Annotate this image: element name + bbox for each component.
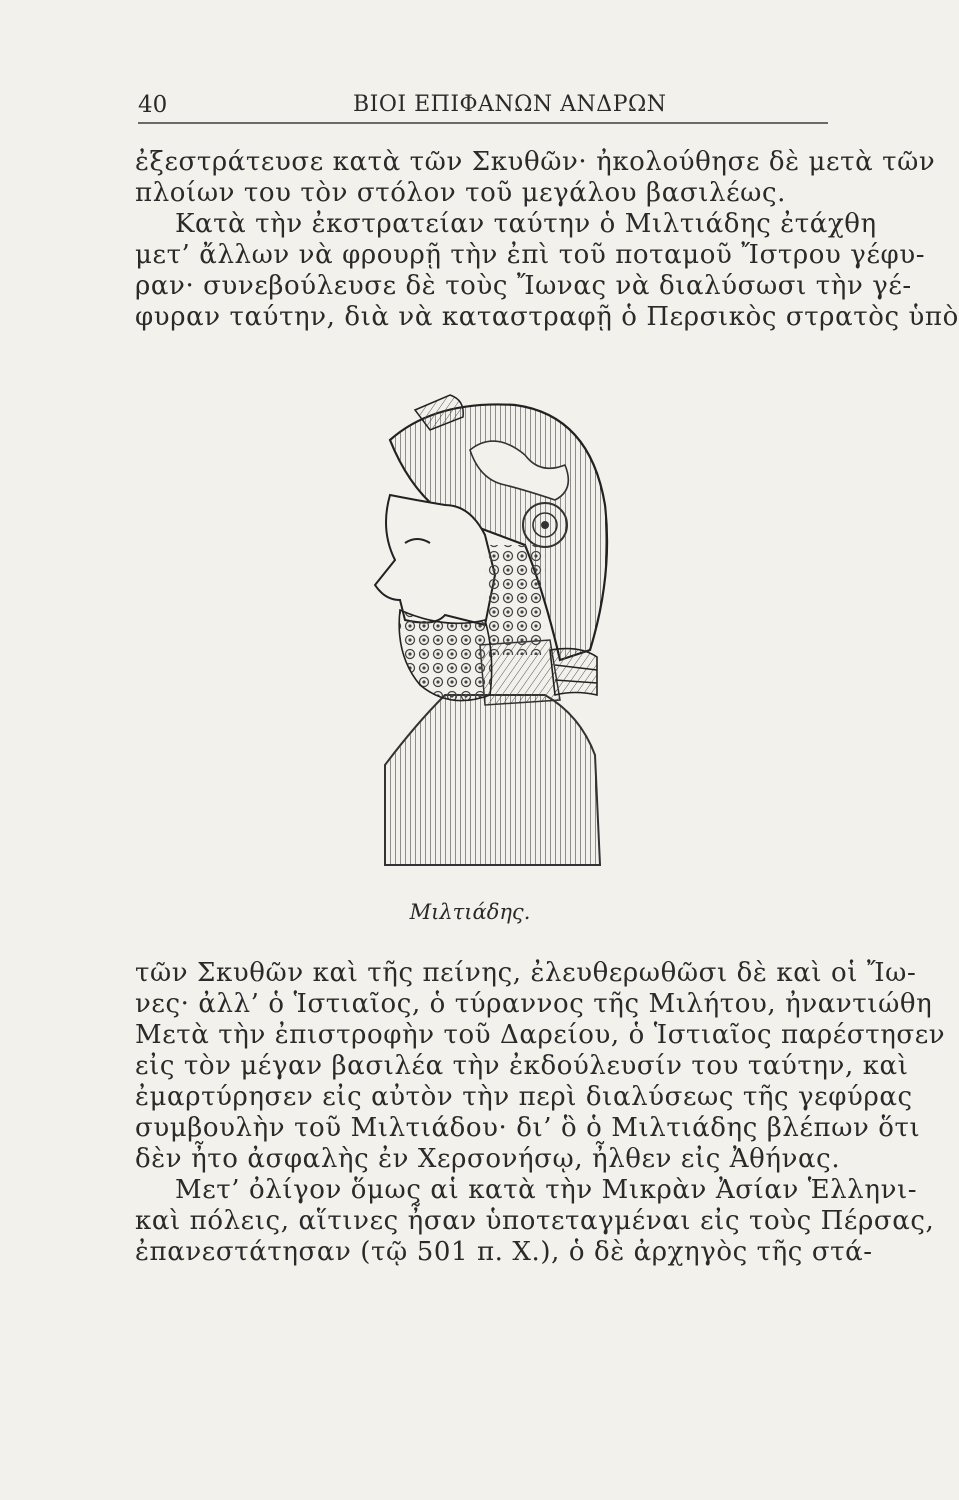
- text-line: νες· ἀλλ’ ὁ Ἱστιαῖος, ὁ τύραννος τῆς Μιλήτου, ἠναντιώθη: [135, 989, 933, 1019]
- text-line: καὶ πόλεις, αἵτινες ἦσαν ὑποτεταγμέναι εἰς τοὺς Πέρσας,: [135, 1206, 935, 1236]
- page-number: 40: [138, 92, 168, 118]
- text-line: ἐξεστράτευσε κατὰ τῶν Σκυθῶν· ἠκολούθησε δὲ μετὰ τῶν: [135, 147, 936, 177]
- portrait-bust-illustration: [375, 395, 620, 895]
- text-line: πλοίων του τὸν στόλον τοῦ μεγάλου βασιλέως.: [135, 178, 786, 208]
- text-line: Μετ’ ὀλίγον ὅμως αἱ κατὰ τὴν Μικρὰν Ἀσίαν Ἑλληνι-: [175, 1175, 918, 1205]
- running-title: ΒΙΟΙ ΕΠΙΦΑΝΩΝ ΑΝΔΡΩΝ: [353, 92, 667, 117]
- text-line: εἰς τὸν μέγαν βασιλέα τὴν ἐκδούλευσίν του ταύτην, καὶ: [135, 1051, 909, 1081]
- text-line: τῶν Σκυθῶν καὶ τῆς πείνης, ἐλευθερωθῶσι δὲ καὶ οἱ Ἴω-: [135, 958, 917, 988]
- text-block-bottom: [135, 958, 946, 1268]
- page-header: [138, 92, 828, 122]
- text-line: φυραν ταύτην, διὰ νὰ καταστραφῇ ὁ Περσικὸς στρατὸς ὑπὸ: [135, 302, 959, 332]
- text-line: συμβουλὴν τοῦ Μιλτιάδου· δι’ ὃ ὁ Μιλτιάδης βλέπων ὅτι: [135, 1113, 921, 1143]
- text-block-top: [135, 147, 959, 333]
- text-line: Κατὰ τὴν ἐκστρατείαν ταύτην ὁ Μιλτιάδης ἐτάχθη: [175, 209, 877, 239]
- text-line: μετ’ ἄλλων νὰ φρουρῇ τὴν ἐπὶ τοῦ ποταμοῦ Ἴστρου γέφυ-: [135, 240, 926, 270]
- text-line: ἐμαρτύρησεν εἰς αὐτὸν τὴν περὶ διαλύσεως τῆς γεφύρας: [135, 1082, 913, 1112]
- figure-caption: Μιλτιάδης.: [409, 900, 531, 924]
- text-line: ραν· συνεβούλευσε δὲ τοὺς Ἴωνας νὰ διαλύσωσι τὴν γέ-: [135, 271, 912, 301]
- text-line: Μετὰ τὴν ἐπιστροφὴν τοῦ Δαρείου, ὁ Ἱστιαῖος παρέστησεν: [135, 1020, 946, 1050]
- text-line: δὲν ἦτο ἀσφαλὴς ἐν Χερσονήσῳ, ἦλθεν εἰς Ἀθήνας.: [135, 1144, 841, 1174]
- header-rule: [138, 122, 828, 124]
- text-line: ἐπανεστάτησαν (τῷ 501 π. Χ.), ὁ δὲ ἀρχηγὸς τῆς στά-: [135, 1237, 873, 1267]
